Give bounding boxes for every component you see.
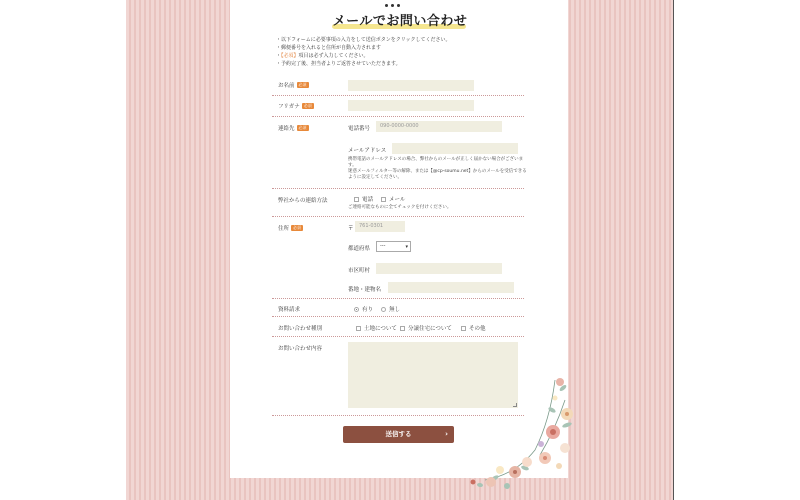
postal-mark: 〒 bbox=[348, 226, 354, 232]
caret-down-icon: ▾ bbox=[405, 244, 408, 250]
page-title: メールでお問い合わせ bbox=[332, 14, 468, 29]
required-badge: 必須 bbox=[303, 103, 312, 108]
title-dots bbox=[385, 4, 400, 7]
phone-input[interactable]: 090-0000-0000 bbox=[376, 121, 502, 132]
divider-line bbox=[673, 0, 674, 500]
contact-label: 連絡先 必須 bbox=[278, 125, 307, 132]
note-required-tag: 【必須】 bbox=[281, 53, 299, 59]
inquiry-type-other[interactable]: その他 bbox=[461, 324, 486, 332]
inquiry-type-label: お問い合わせ種別 bbox=[278, 326, 323, 332]
address-label: 住所 必須 bbox=[278, 225, 302, 232]
furigana-input[interactable] bbox=[348, 100, 474, 111]
note-4: ・予約完了後、担当者よりご返答させていただきます。 bbox=[276, 61, 401, 67]
required-badge: 必須 bbox=[298, 125, 307, 130]
email-note: 携帯電話のメールアドレスの場合、弊社からのメールが正しく届かない場合がございます。 迷惑メールフィルター等の解除、または【@cp-soumu.net】からのメールを受信できるように設定してください。 bbox=[348, 157, 527, 180]
email-label: メールアドレス bbox=[348, 148, 387, 154]
inquiry-type-housing[interactable]: 分譲住宅について bbox=[400, 324, 452, 332]
docs-yes-radio[interactable]: 有り bbox=[354, 305, 373, 313]
phone-label: 電話番号 bbox=[348, 126, 371, 132]
name-label: お名前 必須 bbox=[278, 82, 307, 89]
note-3: ・【必須】項目は必ず入力してください。 bbox=[276, 53, 369, 59]
row-divider bbox=[272, 188, 524, 189]
contact-method-phone[interactable]: 電話 bbox=[354, 195, 373, 203]
furigana-label: フリガナ 必須 bbox=[278, 103, 312, 110]
prefecture-label: 都道府県 bbox=[348, 246, 371, 252]
inquiry-type-land[interactable]: 土地について bbox=[356, 324, 397, 332]
row-divider bbox=[272, 316, 524, 317]
docs-no-radio[interactable]: 無し bbox=[381, 305, 400, 313]
row-divider bbox=[272, 95, 524, 96]
docs-request-label: 資料請求 bbox=[278, 307, 301, 313]
submit-button[interactable]: 送信する › bbox=[343, 426, 454, 443]
street-input[interactable] bbox=[388, 282, 514, 293]
row-divider bbox=[272, 336, 524, 337]
flower-decoration-icon bbox=[455, 370, 585, 495]
checkbox[interactable] bbox=[381, 197, 386, 202]
checkbox[interactable] bbox=[461, 326, 466, 331]
city-input[interactable] bbox=[376, 263, 502, 274]
row-divider bbox=[272, 116, 524, 117]
radio[interactable] bbox=[354, 307, 359, 312]
prefecture-select[interactable]: --- ▾ bbox=[376, 241, 411, 252]
checkbox[interactable] bbox=[356, 326, 361, 331]
city-label: 市区町村 bbox=[348, 268, 371, 274]
email-input[interactable] bbox=[392, 143, 518, 154]
required-badge: 必須 bbox=[298, 82, 307, 87]
checkbox[interactable] bbox=[354, 197, 359, 202]
checkbox[interactable] bbox=[400, 326, 405, 331]
inquiry-content-label: お問い合わせ内容 bbox=[278, 346, 323, 352]
note-2: ・郵便番号を入れると住所が自動入力されます bbox=[276, 45, 382, 51]
contact-method-label: 弊社からの連絡方法 bbox=[278, 198, 328, 204]
radio[interactable] bbox=[381, 307, 386, 312]
chevron-right-icon: › bbox=[445, 430, 448, 438]
row-divider bbox=[272, 298, 524, 299]
street-label: 番地・建物名 bbox=[348, 287, 382, 293]
name-input[interactable] bbox=[348, 80, 474, 91]
required-badge: 必須 bbox=[293, 225, 302, 230]
contact-method-note: ご連絡可能なものに全てチェックを付けください。 bbox=[348, 205, 452, 210]
instructions bbox=[276, 36, 451, 68]
postal-code-input[interactable]: 761-0301 bbox=[355, 221, 405, 232]
contact-method-email[interactable]: メール bbox=[381, 195, 405, 203]
note-1: ・以下フォームに必要事項の入力をして送信ボタンをクリックしてください。 bbox=[276, 37, 451, 43]
row-divider bbox=[272, 216, 524, 217]
